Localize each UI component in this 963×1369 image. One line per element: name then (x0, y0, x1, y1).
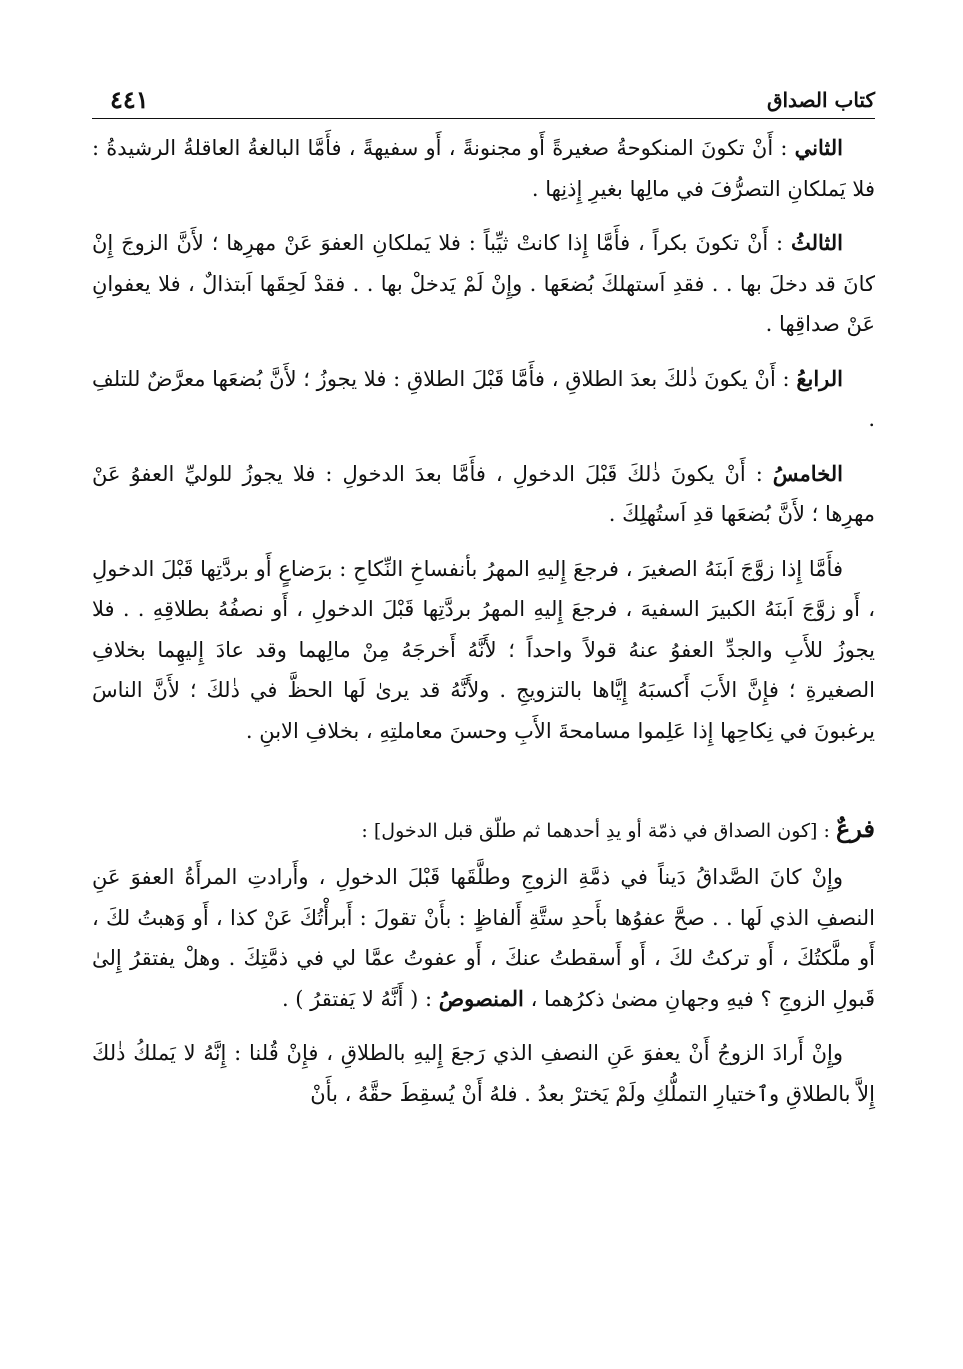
page-number: ٤٤١ (110, 85, 149, 114)
paragraph-text: : أَنْ تكونَ بكراً ، فأَمَّا إِذا كانتْ ثيِّباً : فلا يَملكانِ العفوَ عَنْ مهرِها ؛ لأَنَّ الزوجَ إِنْ كانَ قد دخلَ بها . . فقدِ اَستهلكَ بُضعَها . وإِنْ لَمْ يَدخلْ بها . . فقدْ لَحِقَها اَبتذالٌ ، فلا يعفوانِ عَنْ صداقِها . (92, 231, 875, 336)
paragraph-third-condition (92, 223, 875, 345)
page-header (92, 78, 875, 119)
paragraph-term: المنصوصُ (438, 985, 524, 1011)
branch-lead: فرعٌ (835, 814, 875, 843)
page-body (92, 128, 875, 1128)
paragraph-lead: الثاني (794, 135, 843, 160)
paragraph-tail: : ( أَنَّهُ لا يَفتقرُ ) . (281, 986, 439, 1011)
branch-heading (92, 809, 875, 851)
paragraph-text: : أَنْ يكونَ ذٰلكَ بعدَ الطلاقِ ، فأَمَّا قَبْلَ الطلاقِ : فلا يجوزُ ؛ لأَنَّ بُضعَها معرَّضٌ للتلفِ . (92, 366, 875, 431)
paragraph-husband-waiver (92, 1033, 875, 1114)
running-title: كتاب الصداق (766, 88, 875, 112)
paragraph-fourth-condition (92, 359, 875, 440)
paragraph-lead: الثالثُ (791, 230, 843, 255)
paragraph-text: وإِنْ أَرادَ الزوجُ أَنْ يعفوَ عَنِ النصفِ الذي رَجعَ إِليهِ بالطلاقِ ، فإِنْ قُلنا : إِنَّهُ لا يَملكُ ذٰلكَ إِلاَّ بالطلاقِ وٱختيارِ التملُّكِ ولَمْ يَخترْ بعدُ . فلهُ أَنْ يُسقِطَ حقَّهُ ، بأَنْ (92, 1041, 875, 1106)
paragraph-fifth-condition (92, 454, 875, 535)
paragraph-text: : أَنْ يكونَ ذٰلكَ قَبْلَ الدخولِ ، فأَمَّا بعدَ الدخولِ : فلا يجوزُ للوليِّ العفوُ عَنْ مهرِها ؛ لأَنَّ بُضعَها قدِ اَستُهلِكَ . (92, 461, 875, 526)
paragraph-text: وإِنْ كانَ الصَّداقُ دَيناً في ذمَّةِ الزوجِ وطلَّقَها قَبْلَ الدخولِ ، وأَرادتِ المرأَةُ العفوَ عَنِ النصفِ الذي لَها . . صحَّ عفوُها بأَحدِ ستَّةِ أَلفاظٍ : بأَنْ تقولَ : أَبرأْتُكَ عَنْ كذا ، أَو وَهبتُ لكَ ، أَو ملَّكتُكَ ، أَو تركتُ لكَ ، أَو أَسقطتُ عنكَ ، أَو عفوتُ عمَّا لي في ذمَّتِكَ . وهلْ يفتقرُ إِلىٰ قَبولِ الزوجِ ؟ فيهِ وجهانِ مضىٰ ذكرُهما ، (92, 865, 875, 1011)
paragraph-lead: الرابعُ (796, 365, 843, 391)
paragraph-second-condition (92, 128, 875, 209)
paragraph-text: فأَمَّا إِذا زوَّجَ اَبنَهُ الصغيرَ ، فرجعَ إِليهِ المهرُ بأنفساخِ النِّكاحِ : برَضاعٍ أَو بردَّتِها قَبْلَ الدخولِ ، أَو زوَّجَ اَبنَهُ الكبيرَ السفيهَ ، فرجعَ إِليهِ المهرُ بردَّتِها قَبْلَ الدخولِ ، أَو نصفُهُ بطلاقِهِ . . فلا يجوزُ للأَبِ والجدِّ العفوُ عنهُ قولاً واحداً ؛ لأَنَّهُ أَخرجَهُ مِنْ مالِهما وقد عادَ إِليهِما بخلافِ الصغيرةِ ؛ فإِنَّ الأَبَ أَكسبَهُ إِيَّاها بالتزويجِ . ولأَنَّهُ قد يرىٰ لَها الحظَّ في ذٰلكَ ؛ لأَنَّ الناسَ يرغبونَ في نِكاحِها إِذا عَلِموا مسامحةَ الأَبِ وحسنَ معاملتِهِ ، بخلافِ الابنِ . (92, 556, 875, 743)
paragraph-son-marriage (92, 549, 875, 752)
paragraph-lead: الخامسُ (772, 460, 843, 486)
paragraph-debt-dowry (92, 857, 875, 1019)
paragraph-text: : أَنْ تكونَ المنكوحةُ صغيرةً أَو مجنونةً ، أَو سفيهةً ، فأَمَّا البالغةُ العاقلةُ الرشيدةُ : فلا يَملكانِ التصرُّفَ في مالِها بغيرِ إِذنِها . (92, 136, 875, 201)
branch-title: : [كون الصداق في ذمّة أو يدِ أحدهما ثم طلّق قبل الدخول] : (361, 820, 836, 842)
